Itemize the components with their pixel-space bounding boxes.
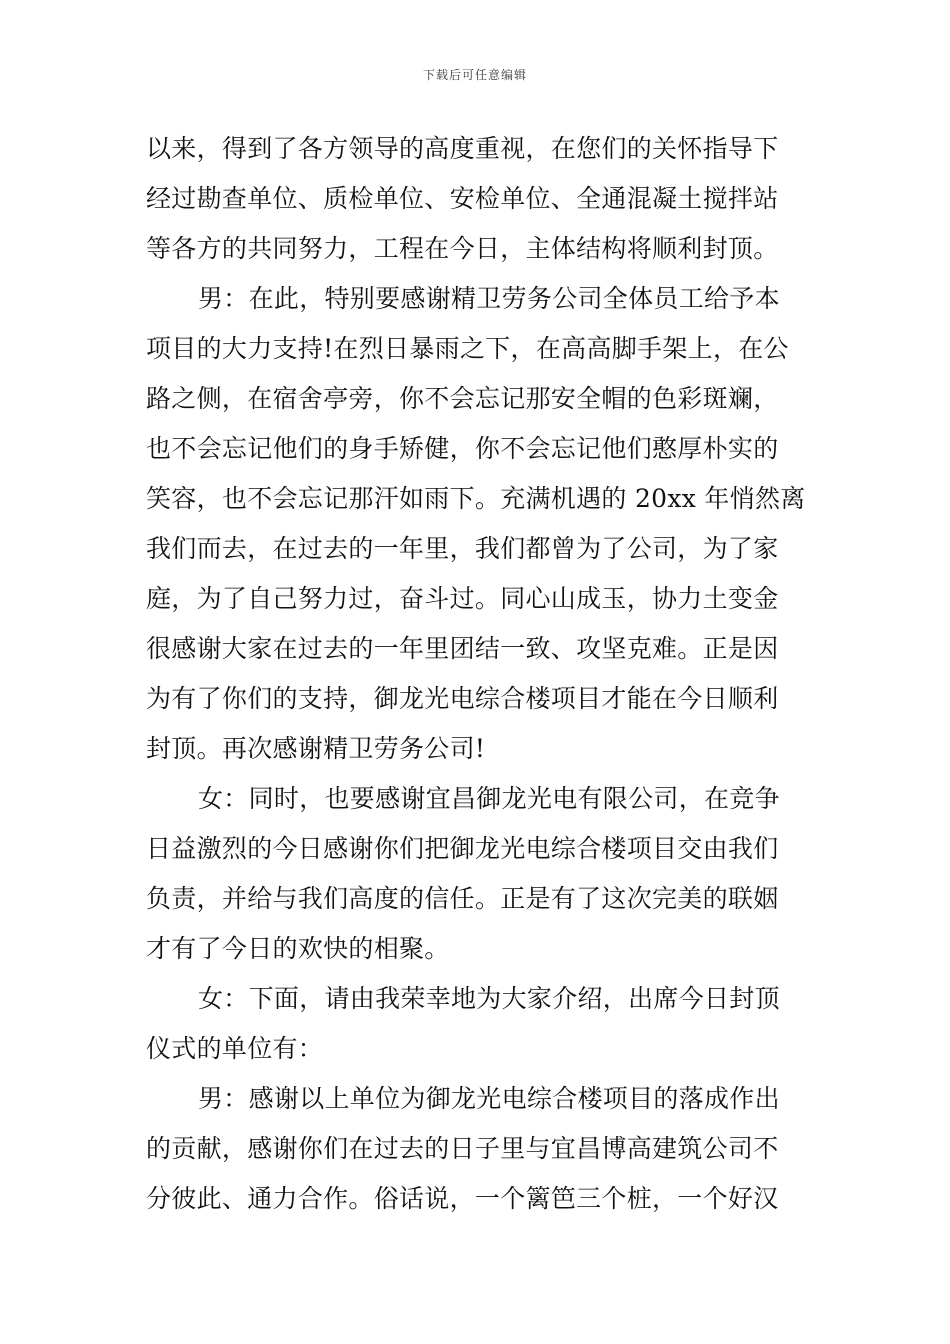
text-line: 负责，并给与我们高度的信任。正是有了这次完美的联姻	[146, 884, 779, 913]
text-line-first: 女：同时，也要感谢宜昌御龙光电有限公司，在竞争	[198, 784, 780, 813]
text-line: 项目的大力支持!在烈日暴雨之下，在高高脚手架上，在公	[146, 334, 789, 363]
text-line: 日益激烈的今日感谢你们把御龙光电综合楼项目交由我们	[146, 834, 779, 863]
text-line-first: 男：在此，特别要感谢精卫劳务公司全体员工给予本	[198, 284, 780, 313]
text-line: 经过勘查单位、质检单位、安检单位、全通混凝土搅拌站	[146, 184, 779, 213]
document-body	[146, 124, 811, 1224]
paragraph	[146, 274, 811, 774]
text-line: 也不会忘记他们的身手矫健，你不会忘记他们憨厚朴实的	[146, 434, 779, 463]
text-line: 路之侧，在宿舍亭旁，你不会忘记那安全帽的色彩斑斓，	[146, 384, 779, 413]
paragraph	[146, 974, 811, 1074]
text-line: 才有了今日的欢快的相聚。	[146, 934, 450, 963]
text-line: 分彼此、通力合作。俗话说，一个篱笆三个桩，一个好汉	[146, 1184, 779, 1213]
text-line: 以来，得到了各方领导的高度重视，在您们的关怀指导下	[146, 134, 779, 163]
paragraph	[146, 1074, 811, 1224]
text-line-first: 男：感谢以上单位为御龙光电综合楼项目的落成作出	[198, 1084, 780, 1113]
text-line: 我们而去，在过去的一年里，我们都曾为了公司，为了家	[146, 534, 779, 563]
text-line-first: 女：下面，请由我荣幸地为大家介绍，出席今日封顶	[198, 984, 780, 1013]
text-line: 等各方的共同努力，工程在今日，主体结构将顺利封顶。	[146, 234, 779, 263]
text-line: 仪式的单位有：	[146, 1034, 324, 1063]
paragraph	[146, 124, 811, 274]
text-line: 封顶。再次感谢精卫劳务公司!	[146, 734, 486, 763]
text-line: 庭，为了自己努力过，奋斗过。同心山成玉，协力土变金	[146, 584, 779, 613]
text-line: 为有了你们的支持，御龙光电综合楼项目才能在今日顺利	[146, 684, 779, 713]
page-header-note: 下载后可任意编辑	[422, 68, 527, 82]
paragraph	[146, 774, 811, 974]
text-line: 的贡献，感谢你们在过去的日子里与宜昌博高建筑公司不	[146, 1134, 779, 1163]
text-line: 笑容，也不会忘记那汗如雨下。充满机遇的 20xx 年悄然离	[146, 484, 806, 513]
text-line: 很感谢大家在过去的一年里团结一致、攻坚克难。正是因	[146, 634, 779, 663]
